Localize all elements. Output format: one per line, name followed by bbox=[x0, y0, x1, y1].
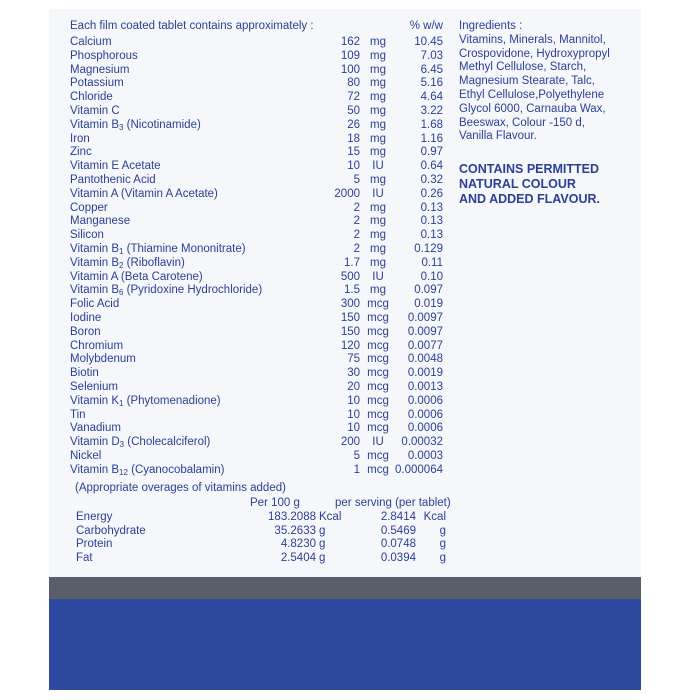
energy-table bbox=[76, 511, 456, 565]
nutrient-unit: IU bbox=[372, 270, 384, 283]
nutrient-row bbox=[70, 353, 450, 367]
nutrient-unit: mg bbox=[370, 215, 386, 228]
nutrient-percent: 0.11 bbox=[421, 256, 443, 269]
nutrient-percent: 0.97 bbox=[420, 146, 443, 159]
nutrient-row bbox=[70, 133, 450, 147]
nutrient-name bbox=[70, 146, 92, 160]
nutrient-amount: 2 bbox=[353, 215, 360, 228]
nutrient-unit: mcg bbox=[367, 408, 389, 421]
ingredients-line: Vitamins, Minerals, Mannitol, bbox=[459, 33, 606, 46]
nutrient-amount: 10 bbox=[347, 408, 360, 421]
nutrient-name-base: Zinc bbox=[70, 146, 92, 159]
nutrient-amount: 2 bbox=[353, 229, 360, 242]
nutrient-row bbox=[70, 105, 450, 119]
nutrient-name-suffix: (Nicotinamide) bbox=[123, 118, 201, 131]
energy-serving-unit: g bbox=[439, 524, 446, 537]
nutrient-percent: 5.16 bbox=[420, 77, 443, 90]
nutrient-percent: 0.0006 bbox=[407, 422, 443, 435]
nutrient-name bbox=[70, 340, 123, 354]
nutrient-percent: 0.0077 bbox=[407, 339, 443, 352]
energy-serving-unit: Kcal bbox=[423, 511, 446, 523]
nutrient-subscript: 12 bbox=[119, 467, 128, 477]
nutrient-name-suffix: (Phytomenadione) bbox=[123, 394, 221, 407]
nutrient-row bbox=[70, 202, 450, 216]
nutrient-row bbox=[70, 160, 450, 174]
nutrient-row bbox=[70, 409, 450, 423]
nutrient-percent: 0.0019 bbox=[407, 367, 443, 380]
energy-per100-value: 2.5404 bbox=[280, 551, 316, 564]
nutrient-unit: mg bbox=[370, 77, 386, 90]
nutrient-name bbox=[70, 243, 246, 257]
nutrient-amount: 1.7 bbox=[344, 256, 360, 269]
nutrient-unit: mg bbox=[370, 256, 386, 269]
nutrient-name-base: Nickel bbox=[70, 449, 102, 462]
nutrient-name bbox=[70, 133, 90, 147]
ingredients-line: Ingredients : bbox=[459, 20, 523, 32]
nutrient-subscript: 3 bbox=[119, 440, 125, 450]
nutrient-name-suffix: (Pyridoxine Hydrochloride) bbox=[123, 284, 263, 297]
nutrient-name-base: Manganese bbox=[70, 215, 131, 228]
nutrient-percent: 1.68 bbox=[420, 118, 443, 131]
energy-per100-value: 4.8230 bbox=[280, 538, 316, 550]
nutrient-unit: mcg bbox=[367, 311, 389, 324]
nutrient-amount: 120 bbox=[340, 339, 360, 352]
nutrient-amount: 80 bbox=[347, 77, 360, 90]
energy-per100-unit: g bbox=[319, 538, 326, 550]
energy-per100-unit: g bbox=[319, 551, 326, 564]
nutrient-name bbox=[70, 436, 210, 450]
nutrient-name bbox=[70, 64, 129, 78]
nutrient-amount: 10 bbox=[347, 394, 360, 407]
nutrient-amount: 5 bbox=[353, 173, 360, 186]
nutrient-amount: 20 bbox=[347, 380, 360, 393]
nutrient-percent: 0.0097 bbox=[407, 325, 443, 338]
energy-serving-unit: g bbox=[439, 538, 446, 550]
nutrient-row bbox=[70, 77, 450, 91]
energy-col-per100: Per 100 g bbox=[250, 497, 300, 509]
nutrient-name-base: Copper bbox=[70, 201, 108, 214]
nutrient-name-base: Vitamin C bbox=[70, 104, 120, 117]
nutrient-percent: 4.64 bbox=[420, 91, 443, 104]
nutrient-amount: 5 bbox=[353, 449, 360, 462]
nutrient-row bbox=[70, 215, 450, 229]
nutrient-name bbox=[70, 105, 120, 119]
nutrient-amount: 200 bbox=[340, 436, 360, 449]
nutrient-amount: 300 bbox=[340, 298, 360, 311]
nutrient-row bbox=[70, 436, 450, 450]
nutrient-name-base: Molybdenum bbox=[70, 353, 136, 366]
nutrient-subscript: 3 bbox=[119, 122, 124, 132]
nutrient-percent: 0.129 bbox=[414, 242, 443, 255]
energy-row-name: Carbohydrate bbox=[76, 524, 146, 537]
nutrient-name bbox=[70, 257, 185, 271]
nutrient-name bbox=[70, 381, 118, 395]
nutrient-name-base: Silicon bbox=[70, 229, 104, 242]
nutrient-name-base: Vitamin E Acetate bbox=[70, 160, 161, 173]
nutrient-percent: 0.32 bbox=[420, 173, 443, 186]
energy-per100-unit: g bbox=[319, 524, 326, 537]
nutrient-name-suffix: (Riboflavin) bbox=[123, 256, 185, 269]
nutrient-row bbox=[70, 367, 450, 381]
energy-serving-unit: g bbox=[439, 551, 446, 564]
nutrient-name bbox=[70, 284, 262, 298]
nutrient-amount: 150 bbox=[340, 311, 360, 324]
nutrient-name bbox=[70, 215, 130, 229]
nutrient-row bbox=[70, 464, 450, 478]
nutrient-unit: mg bbox=[370, 284, 386, 297]
nutrient-percent: 0.13 bbox=[420, 201, 443, 214]
ingredients-line: Methyl Cellulose, Starch, bbox=[459, 61, 587, 74]
nutrient-amount: 50 bbox=[347, 104, 360, 117]
nutrient-row bbox=[70, 450, 450, 464]
ingredients-line: Glycol 6000, Carnauba Wax, bbox=[459, 102, 606, 115]
nutrient-unit: mg bbox=[370, 36, 386, 48]
nutrient-name bbox=[70, 312, 101, 326]
nutrient-amount: 1.5 bbox=[344, 284, 360, 297]
overage-note: (Appropriate overages of vitamins added) bbox=[75, 482, 286, 494]
nutrient-row bbox=[70, 64, 450, 78]
nutrient-amount: 15 bbox=[347, 146, 360, 159]
ingredients-line: Ethyl Cellulose,Polyethylene bbox=[459, 88, 605, 101]
nutrient-row bbox=[70, 146, 450, 160]
nutrient-name-base: Calcium bbox=[70, 36, 112, 48]
nutrient-name bbox=[70, 422, 121, 436]
nutrient-percent: 0.64 bbox=[420, 160, 443, 173]
nutrient-unit: mg bbox=[370, 104, 386, 117]
nutrient-unit: mcg bbox=[367, 298, 389, 311]
nutrient-row bbox=[70, 312, 450, 326]
nutrient-unit: mcg bbox=[367, 463, 389, 476]
nutrient-row bbox=[70, 36, 450, 50]
nutrient-amount: 500 bbox=[340, 270, 360, 283]
nutrient-name-base: Folic Acid bbox=[70, 298, 120, 311]
notice-line: CONTAINS PERMITTED bbox=[459, 162, 600, 176]
nutrient-name-base: Iodine bbox=[70, 311, 102, 324]
nutrient-name bbox=[70, 450, 101, 464]
nutrient-name bbox=[70, 395, 221, 409]
pct-column-header: % w/w bbox=[409, 20, 443, 32]
energy-row bbox=[76, 552, 456, 566]
nutrient-name bbox=[70, 91, 113, 105]
nutrient-name-base: Vanadium bbox=[70, 422, 121, 435]
nutrient-unit: mg bbox=[370, 242, 386, 255]
nutrient-row bbox=[70, 174, 450, 188]
notice-line: AND ADDED FLAVOUR. bbox=[459, 192, 600, 206]
blue-stripe bbox=[49, 599, 641, 690]
nutrient-row bbox=[70, 395, 450, 409]
nutrient-percent: 6.45 bbox=[420, 63, 443, 76]
nutrient-row bbox=[70, 271, 450, 285]
nutrient-unit: mg bbox=[370, 49, 386, 62]
nutrient-name bbox=[70, 119, 201, 133]
energy-serving-value: 0.0748 bbox=[380, 538, 416, 550]
nutrient-percent: 0.019 bbox=[414, 298, 443, 311]
nutrient-name-base: Boron bbox=[70, 325, 101, 338]
grey-stripe bbox=[49, 577, 641, 599]
energy-row-name: Energy bbox=[76, 511, 113, 523]
nutrient-amount: 10 bbox=[347, 422, 360, 435]
energy-per100-value: 35.2633 bbox=[274, 524, 316, 537]
nutrient-percent: 0.000064 bbox=[395, 463, 443, 476]
nutrient-name bbox=[70, 174, 156, 188]
nutrient-name bbox=[70, 464, 224, 478]
nutrient-row bbox=[70, 119, 450, 133]
nutrient-percent: 3.22 bbox=[420, 104, 443, 117]
nutrient-name-base: Vitamin B bbox=[70, 118, 120, 131]
nutrient-amount: 100 bbox=[340, 63, 360, 76]
nutrient-unit: IU bbox=[372, 187, 384, 200]
nutrient-row bbox=[70, 422, 450, 436]
nutrient-amount: 109 bbox=[340, 49, 360, 62]
nutrient-name-base: Vitamin B bbox=[70, 463, 120, 476]
nutrient-name bbox=[70, 409, 86, 423]
energy-row bbox=[76, 525, 456, 539]
nutrient-percent: 0.13 bbox=[420, 215, 443, 228]
energy-row bbox=[76, 511, 456, 525]
ingredients-line: Crospovidone, Hydroxypropyl bbox=[459, 47, 610, 60]
nutrient-percent: 0.0013 bbox=[407, 380, 443, 393]
nutrient-percent: 7.03 bbox=[420, 49, 443, 62]
nutrient-name-base: Vitamin A (Vitamin A Acetate) bbox=[70, 187, 218, 200]
nutrient-row bbox=[70, 326, 450, 340]
nutrient-name-base: Vitamin B bbox=[70, 242, 120, 255]
energy-serving-value: 2.8414 bbox=[380, 511, 416, 523]
nutrient-amount: 2 bbox=[353, 242, 360, 255]
nutrient-name bbox=[70, 326, 101, 340]
ingredients-line: Beeswax, Colour -150 d, bbox=[459, 116, 585, 129]
nutrient-amount: 2000 bbox=[334, 187, 360, 200]
nutrient-unit: mcg bbox=[367, 422, 389, 435]
nutrient-percent: 0.0006 bbox=[407, 394, 443, 407]
energy-row-name: Fat bbox=[76, 551, 93, 564]
nutrient-unit: mg bbox=[370, 229, 386, 242]
nutrient-percent: 10.45 bbox=[414, 36, 443, 48]
nutrient-amount: 150 bbox=[340, 325, 360, 338]
nutrient-unit: mcg bbox=[367, 353, 389, 366]
nutrient-name bbox=[70, 353, 136, 367]
nutrient-name bbox=[70, 229, 104, 243]
nutrient-row bbox=[70, 229, 450, 243]
nutrient-name-suffix: (Cholecalciferol) bbox=[124, 436, 211, 449]
nutrient-unit: mg bbox=[370, 201, 386, 214]
nutrient-unit: mcg bbox=[367, 380, 389, 393]
nutrient-percent: 1.16 bbox=[420, 132, 443, 145]
nutrient-unit: mcg bbox=[367, 394, 389, 407]
nutrient-percent: 0.00032 bbox=[401, 436, 443, 449]
nutrient-amount: 18 bbox=[347, 132, 360, 145]
nutrient-row bbox=[70, 381, 450, 395]
nutrient-amount: 72 bbox=[347, 91, 360, 104]
nutrient-row bbox=[70, 243, 450, 257]
nutrient-name bbox=[70, 202, 108, 216]
nutrient-unit: mg bbox=[370, 91, 386, 104]
nutrient-unit: mcg bbox=[367, 339, 389, 352]
nutrient-row bbox=[70, 284, 450, 298]
energy-per100-value: 183.2088 bbox=[268, 511, 316, 523]
nutrient-unit: mg bbox=[370, 118, 386, 131]
nutrient-name bbox=[70, 298, 119, 312]
nutrient-name bbox=[70, 160, 161, 174]
nutrient-amount: 1 bbox=[353, 463, 360, 476]
nutrient-unit: IU bbox=[372, 160, 384, 173]
nutrient-unit: mg bbox=[370, 146, 386, 159]
nutrient-name-base: Selenium bbox=[70, 380, 118, 393]
energy-serving-value: 0.5469 bbox=[380, 524, 416, 537]
nutrient-name-suffix: (Thiamine Mononitrate) bbox=[123, 242, 246, 255]
nutrient-amount: 75 bbox=[347, 353, 360, 366]
nutrient-unit: mg bbox=[370, 132, 386, 145]
nutrient-table bbox=[70, 36, 450, 478]
notice-line: NATURAL COLOUR bbox=[459, 177, 576, 191]
nutrient-percent: 0.26 bbox=[420, 187, 443, 200]
nutrient-unit: mg bbox=[370, 63, 386, 76]
nutrient-name-base: Iron bbox=[70, 132, 90, 145]
nutrient-row bbox=[70, 188, 450, 202]
nutrient-amount: 2 bbox=[353, 201, 360, 214]
ingredients-block bbox=[459, 20, 610, 144]
nutrient-name-base: Vitamin B bbox=[70, 256, 120, 269]
nutrient-name-base: Magnesium bbox=[70, 63, 130, 76]
nutrient-row bbox=[70, 91, 450, 105]
energy-row bbox=[76, 538, 456, 552]
nutrient-amount: 162 bbox=[340, 36, 360, 48]
nutrient-unit: IU bbox=[372, 436, 384, 449]
nutrient-percent: 0.097 bbox=[414, 284, 443, 297]
nutrient-name-base: Vitamin K bbox=[70, 394, 120, 407]
nutrient-name bbox=[70, 367, 99, 381]
nutrient-row bbox=[70, 50, 450, 64]
nutrient-amount: 10 bbox=[347, 160, 360, 173]
nutrient-name-base: Vitamin B bbox=[70, 284, 120, 297]
energy-serving-value: 0.0394 bbox=[380, 551, 416, 564]
energy-col-serving: per serving (per tablet) bbox=[335, 497, 451, 509]
nutrient-name-base: Vitamin D bbox=[70, 436, 120, 449]
nutrient-name bbox=[70, 271, 203, 285]
nutrient-amount: 30 bbox=[347, 367, 360, 380]
nutrient-name-base: Chloride bbox=[70, 91, 113, 104]
ingredients-line: Magnesium Stearate, Talc, bbox=[459, 75, 595, 88]
nutrient-name-base: Phosphorous bbox=[70, 49, 138, 62]
nutrient-row bbox=[70, 298, 450, 312]
composition-header: Each film coated tablet contains approximately : bbox=[70, 20, 314, 32]
nutrient-unit: mcg bbox=[367, 449, 389, 462]
ingredients-line: Vanilla Flavour. bbox=[459, 130, 537, 143]
nutrient-row bbox=[70, 257, 450, 271]
nutrient-unit: mcg bbox=[367, 325, 389, 338]
energy-per100-unit: Kcal bbox=[319, 511, 342, 523]
nutrient-unit: mcg bbox=[367, 367, 389, 380]
nutrient-percent: 0.0048 bbox=[407, 353, 443, 366]
nutrient-percent: 0.0097 bbox=[407, 311, 443, 324]
nutrient-name bbox=[70, 36, 112, 50]
nutrient-name bbox=[70, 50, 138, 64]
nutrient-unit: mg bbox=[370, 173, 386, 186]
nutrient-name-base: Vitamin A (Beta Carotene) bbox=[70, 270, 203, 283]
nutrient-name bbox=[70, 188, 218, 202]
nutrient-subscript: 2 bbox=[119, 260, 124, 270]
colour-flavour-notice bbox=[459, 162, 600, 207]
nutrient-name-base: Chromium bbox=[70, 339, 124, 352]
nutrient-percent: 0.0006 bbox=[407, 408, 443, 421]
nutrient-name-suffix: (Cyanocobalamin) bbox=[127, 463, 225, 476]
nutrient-percent: 0.0003 bbox=[407, 449, 443, 462]
nutrient-percent: 0.10 bbox=[420, 270, 443, 283]
nutrient-name-base: Potassium bbox=[70, 77, 124, 90]
nutrient-row bbox=[70, 340, 450, 354]
energy-row-name: Protein bbox=[76, 538, 113, 550]
nutrient-percent: 0.13 bbox=[420, 229, 443, 242]
nutrient-amount: 26 bbox=[347, 118, 360, 131]
nutrient-subscript: 1 bbox=[119, 398, 124, 408]
nutrient-subscript: 6 bbox=[119, 288, 124, 298]
nutrient-subscript: 1 bbox=[119, 246, 124, 256]
nutrient-name-base: Tin bbox=[70, 408, 86, 421]
nutrient-name-base: Pantothenic Acid bbox=[70, 173, 156, 186]
nutrient-name-base: Biotin bbox=[70, 367, 99, 380]
nutrient-name bbox=[70, 77, 124, 91]
